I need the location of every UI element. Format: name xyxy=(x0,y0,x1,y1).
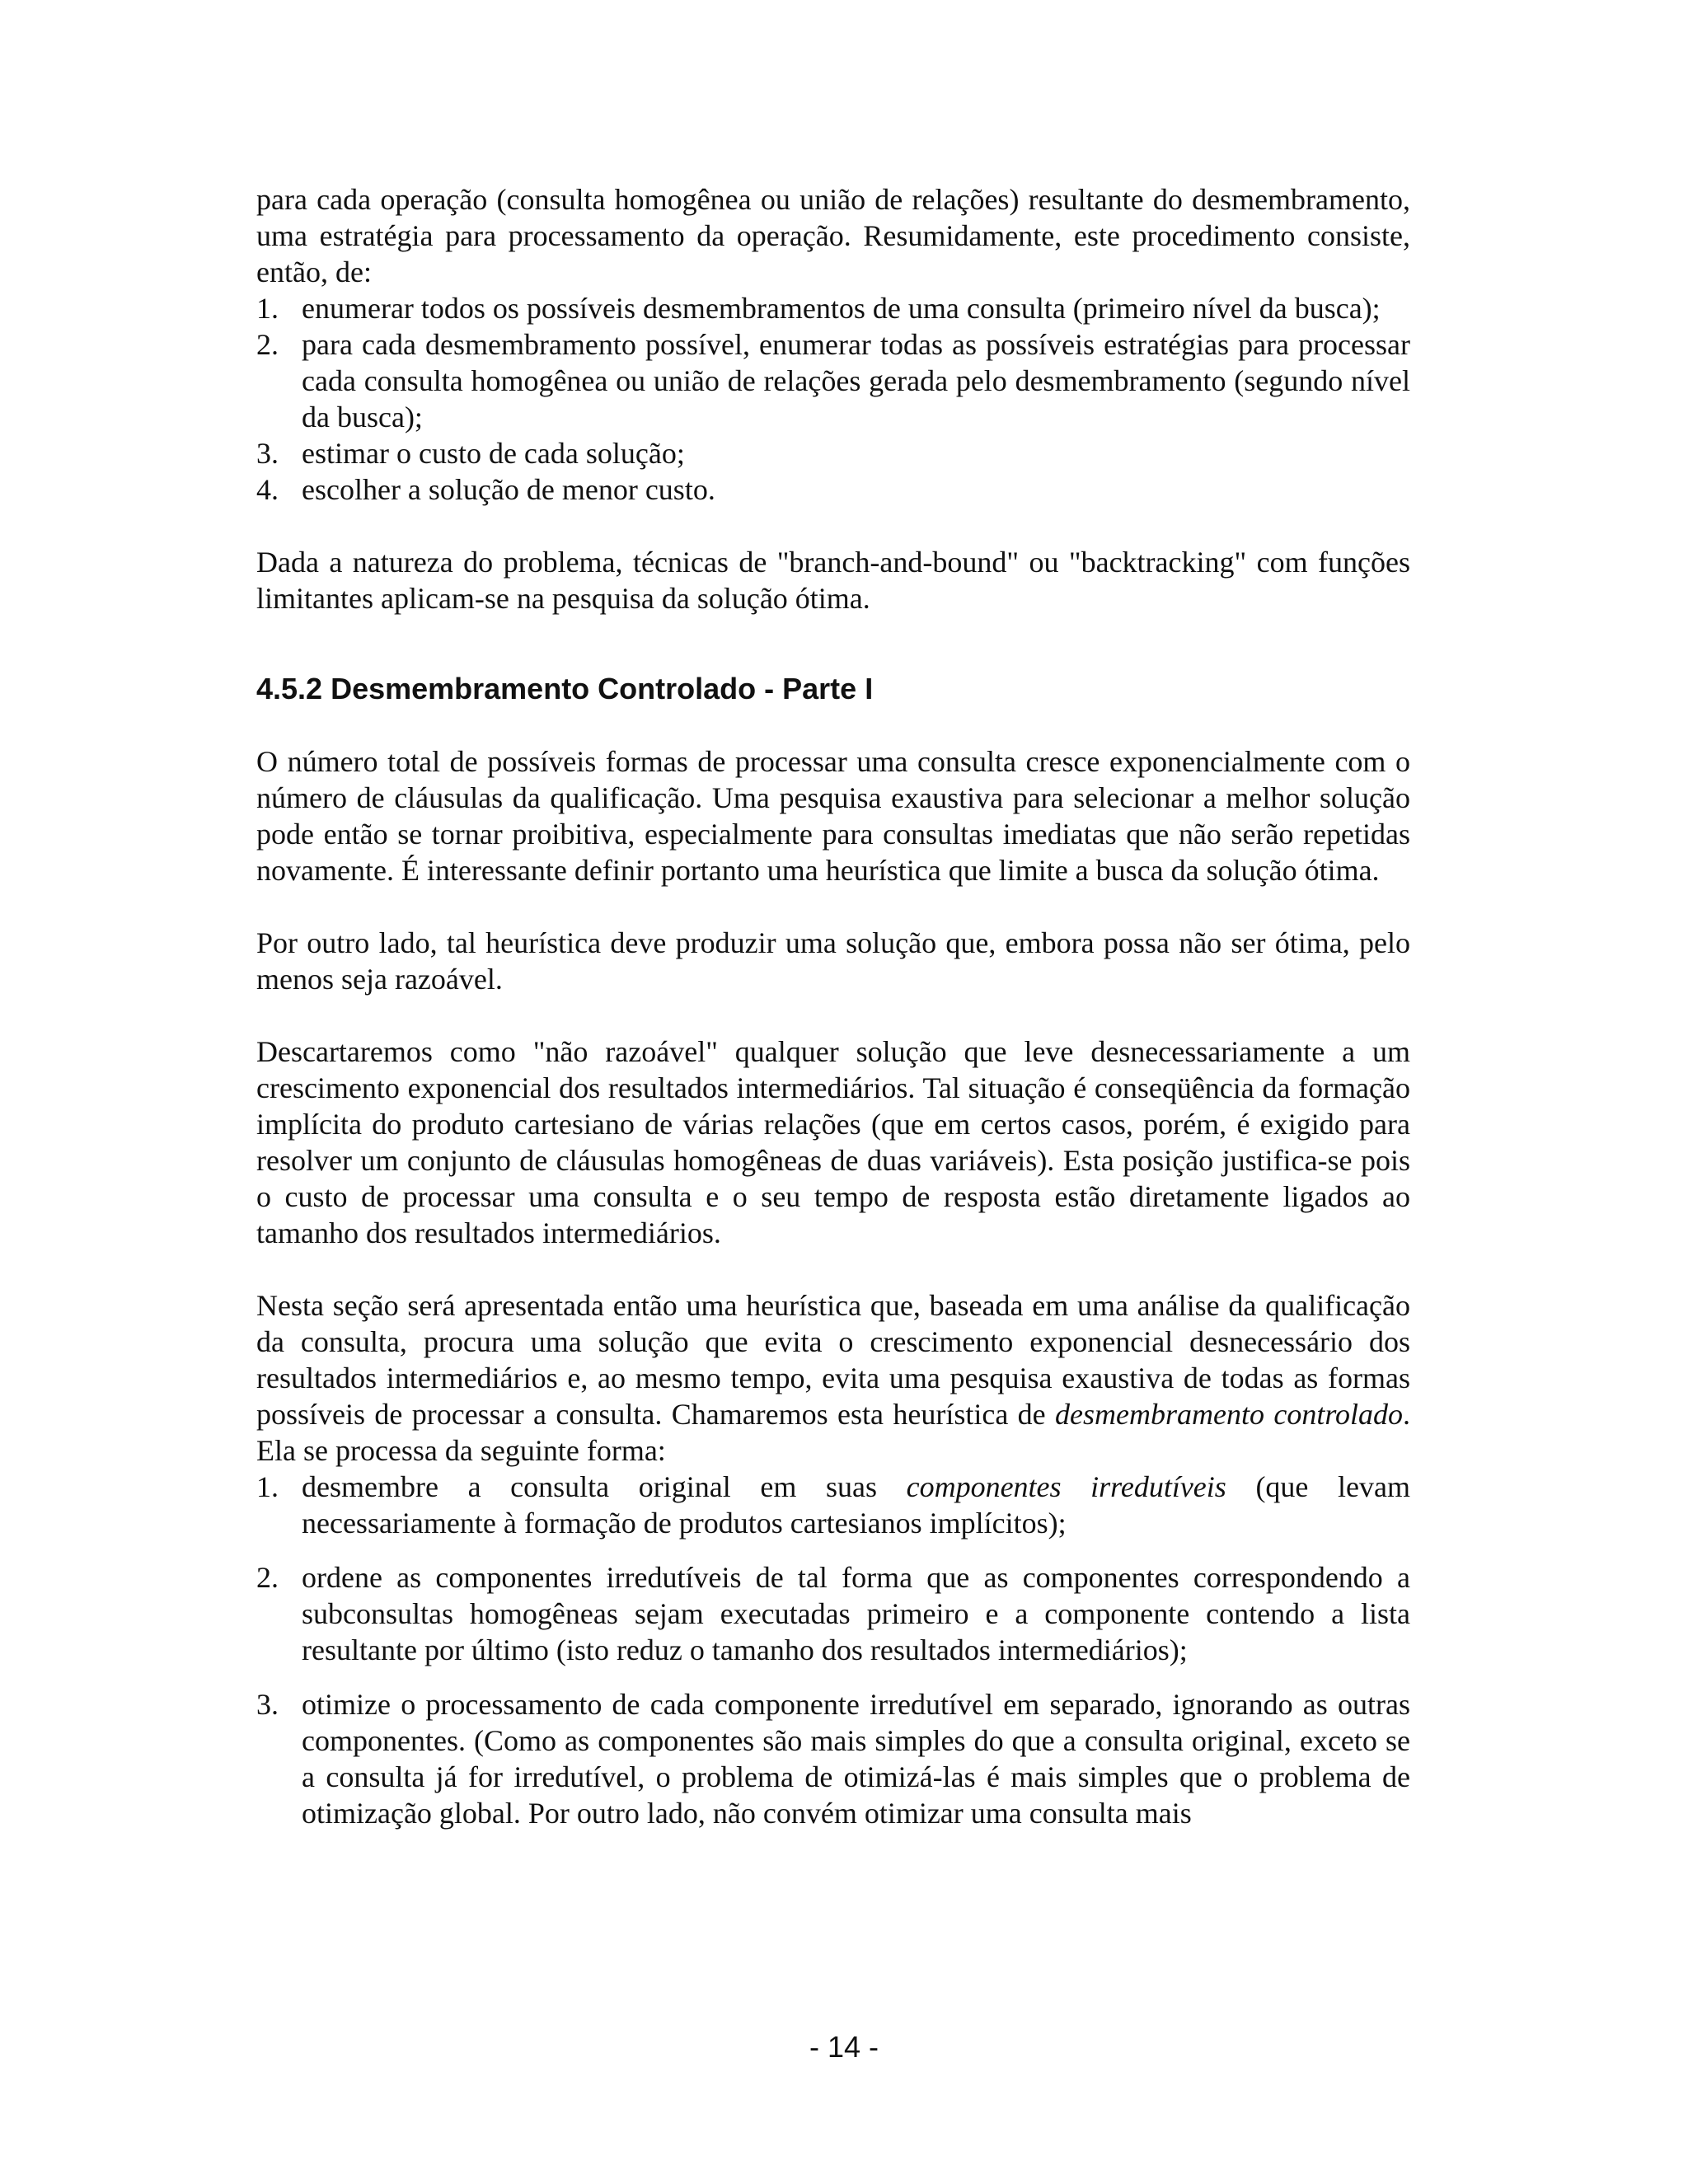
list-item xyxy=(256,435,1410,471)
list-item-term: componentes irredutíveis xyxy=(906,1470,1226,1503)
other-side-paragraph: Por outro lado, tal heurística deve produzir uma solução que, embora possa não ser ótima, pelo menos seja razoável. xyxy=(256,926,1410,996)
list-item-text: otimize o processamento de cada componente irredutível em separado, ignorando as outras componentes. (Como as componentes são mais simples do que a consulta original, exceto se a consulta já for irredutível, o problema de otimizá-las é mais simples que o problema de otimização global. Por outro lado, não convém otimizar uma consulta mais xyxy=(302,1688,1410,1830)
list-item xyxy=(256,1469,1410,1541)
list-item-text: ordene as componentes irredutíveis de tal forma que as componentes correspondendo a subconsultas homogêneas sejam executadas primeiro e a componente contendo a lista resultante por último (isto reduz o tamanho dos resultados intermediários); xyxy=(302,1561,1410,1666)
list-item-number: 1. xyxy=(256,1470,279,1503)
list-item-text: estimar o custo de cada solução; xyxy=(302,437,685,470)
total-forms-paragraph: O número total de possíveis formas de processar uma consulta cresce exponencialmente com o número de cláusulas da qualificação. Uma pesquisa exaustiva para selecionar a melhor solução pode então se tornar proibitiva, especialmente para consultas imediatas que não serão repetidas novamente. É interessante definir portanto uma heurística que limite a busca da solução ótima. xyxy=(256,745,1410,887)
section-intro-term: desmembramento controlado xyxy=(1055,1398,1403,1431)
procedure-steps-list xyxy=(256,290,1410,508)
list-item-number: 2. xyxy=(256,1561,279,1594)
list-item-number: 2. xyxy=(256,328,279,361)
list-item-number: 4. xyxy=(256,473,279,506)
intro-paragraph: para cada operação (consulta homogênea ou união de relações) resultante do desmembramento, uma estratégia para processamento da operação. Resumidamente, este procedimento consiste, então, de: xyxy=(256,183,1410,288)
heuristic-steps-list xyxy=(256,1469,1410,1831)
list-item-number: 1. xyxy=(256,292,279,325)
list-item-text-end: (que levam necessariamente à formação de produtos cartesianos implícitos); xyxy=(302,1470,1410,1540)
list-item-text: enumerar todos os possíveis desmembramentos de uma consulta (primeiro nível da busca); xyxy=(302,292,1381,325)
document-page xyxy=(256,181,1410,1831)
section-intro-paragraph xyxy=(256,1287,1410,1469)
list-item-text: desmembre a consulta original em suas xyxy=(302,1470,907,1503)
list-item xyxy=(256,471,1410,508)
page-number: - 14 - xyxy=(809,2030,879,2064)
section-heading: 4.5.2 Desmembramento Controlado - Parte I xyxy=(256,672,874,705)
discard-paragraph: Descartaremos como "não razoável" qualquer solução que leve desnecessariamente a um crescimento exponencial dos resultados intermediários. Tal situação é conseqüência da formação implícita do produto cartesiano de várias relações (que em certos casos, porém, é exigido para resolver um conjunto de cláusulas homogêneas de duas variáveis). Esta posição justifica-se pois o custo de processar uma consulta e o seu tempo de resposta estão diretamente ligados ao tamanho dos resultados intermediários. xyxy=(256,1035,1410,1249)
section-intro-ending: . Ela se processa da seguinte forma: xyxy=(256,1398,1410,1467)
list-item xyxy=(256,1559,1410,1668)
list-item-text: escolher a solução de menor custo. xyxy=(302,473,715,506)
list-item xyxy=(256,1686,1410,1831)
list-item-text: para cada desmembramento possível, enumerar todas as possíveis estratégias para processar cada consulta homogênea ou união de relações gerada pelo desmembramento (segundo nível da busca); xyxy=(302,328,1410,434)
section-intro-text: Nesta seção será apresentada então uma heurística que, baseada em uma análise da qualificação da consulta, procura uma solução que evita o crescimento exponencial desnecessário dos resultados intermediários e, ao mesmo tempo, evita uma pesquisa exaustiva de todas as formas possíveis de processar a consulta. Chamaremos esta heurística de xyxy=(256,1289,1410,1431)
list-item xyxy=(256,326,1410,435)
list-item-number: 3. xyxy=(256,1688,279,1721)
nature-paragraph: Dada a natureza do problema, técnicas de "branch-and-bound" ou "backtracking" com funções limitantes aplicam-se na pesquisa da solução ótima. xyxy=(256,546,1410,615)
list-item xyxy=(256,290,1410,326)
list-item-number: 3. xyxy=(256,437,279,470)
